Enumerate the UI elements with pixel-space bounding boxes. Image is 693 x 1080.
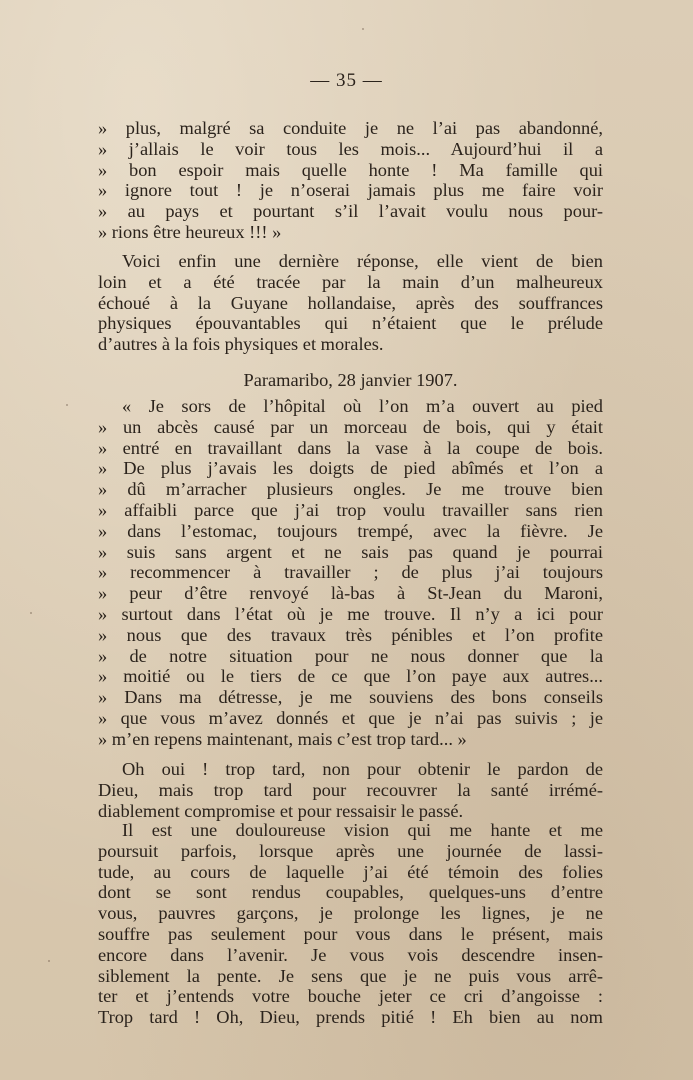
text-line: poursuit parfois, lorsque après une journée de lassi- bbox=[98, 840, 603, 861]
text-line: » au pays et pourtant s’il l’avait voulu nous pour- bbox=[98, 201, 603, 222]
text-line: » nous que des travaux très pénibles et l’on profite bbox=[98, 624, 603, 645]
text-line: » peur d’être renvoyé là-bas à St-Jean du Maroni, bbox=[98, 583, 603, 604]
text-line: échoué à la Guyane hollandaise, après des souffrances bbox=[98, 292, 603, 313]
text-line: diablement compromise et pour ressaisir le passé. bbox=[98, 800, 464, 821]
text-line: » dans l’estomac, toujours trempé, avec la fièvre. Je bbox=[98, 520, 603, 541]
text-line: » plus, malgré sa conduite je ne l’ai pas abandonné, bbox=[98, 118, 603, 138]
text-line: vous, pauvres garçons, je prolonge les lignes, je ne bbox=[98, 903, 603, 924]
text-line: » rions être heureux !!! » bbox=[98, 221, 282, 242]
text-line: » dû m’arracher plusieurs ongles. Je me trouve bien bbox=[98, 479, 603, 500]
letter-dateline bbox=[98, 370, 603, 391]
quoted-letter-ending bbox=[98, 118, 603, 243]
text-line: » m’en repens maintenant, mais c’est trop tard... » bbox=[98, 728, 467, 749]
text-line: » suis sans argent et ne sais pas quand je pourrai bbox=[98, 541, 603, 562]
text-line: » bon espoir mais quelle honte ! Ma famille qui bbox=[98, 159, 603, 180]
paragraph-too-late bbox=[98, 759, 603, 821]
text-line: » de notre situation pour ne nous donner que la bbox=[98, 645, 603, 666]
text-line: » que vous m’avez donnés et que je n’ai pas suivis ; je bbox=[98, 707, 603, 728]
paragraph-intro-last-reply bbox=[98, 251, 603, 355]
text-line: loin et a été tracée par la main d’un malheureux bbox=[98, 271, 603, 292]
text-line: Voici enfin une dernière réponse, elle vient de bien bbox=[122, 251, 603, 271]
page-number: — 35 — bbox=[310, 70, 383, 91]
paper-speck bbox=[48, 960, 50, 962]
paper-speck bbox=[362, 28, 364, 30]
dateline-text: Paramaribo, 28 janvier 1907. bbox=[243, 370, 458, 390]
text-line: ter et j’entends votre bouche jeter ce cri d’angoisse : bbox=[98, 986, 603, 1007]
text-line: physiques épouvantables qui n’étaient que le prélude bbox=[98, 313, 603, 334]
text-line: » surtout dans l’état où je me trouve. Il n’y a ici pour bbox=[98, 603, 603, 624]
text-line: Il est une douloureuse vision qui me hante et me bbox=[122, 820, 603, 840]
text-line: » affaibli parce que j’ai trop voulu travailler sans rien bbox=[98, 499, 603, 520]
text-line: » Dans ma détresse, je me souviens des bons conseils bbox=[98, 687, 603, 708]
paragraph-vision bbox=[98, 820, 603, 1028]
text-line: Dieu, mais trop tard pour recouvrer la santé irrémé- bbox=[98, 779, 603, 800]
text-line: » un abcès causé par un morceau de bois, qui y était bbox=[98, 416, 603, 437]
text-line: « Je sors de l’hôpital où l’on m’a ouvert au pied bbox=[122, 396, 603, 416]
text-line: » recommencer à travailler ; de plus j’ai toujours bbox=[98, 562, 603, 583]
text-line: siblement la pente. Je sens que je ne puis vous arrê- bbox=[98, 965, 603, 986]
paper-speck bbox=[66, 404, 68, 406]
text-line: souffre pas seulement pour vous dans le présent, mais bbox=[98, 923, 603, 944]
text-line: Oh oui ! trop tard, non pour obtenir le pardon de bbox=[122, 759, 603, 779]
text-line: » De plus j’avais les doigts de pied abîmés et l’on a bbox=[98, 458, 603, 479]
text-line: d’autres à la fois physiques et morales. bbox=[98, 334, 384, 355]
quoted-letter-paramaribo bbox=[98, 396, 603, 750]
paper-speck bbox=[30, 612, 32, 614]
text-line: tude, au cours de laquelle j’ai été témoin des folies bbox=[98, 861, 603, 882]
text-line: » j’allais le voir tous les mois... Aujourd’hui il a bbox=[98, 138, 603, 159]
text-line: dont se sont rendus coupables, quelques-uns d’entre bbox=[98, 882, 603, 903]
text-line: » ignore tout ! je n’oserai jamais plus me faire voir bbox=[98, 180, 603, 201]
text-line: encore dans l’avenir. Je vous vois descendre insen- bbox=[98, 944, 603, 965]
text-line: » entré en travaillant dans la vase à la coupe de bois. bbox=[98, 437, 603, 458]
text-line: » moitié ou le tiers de ce que l’on paye aux autres... bbox=[98, 666, 603, 687]
text-line: Trop tard ! Oh, Dieu, prends pitié ! Eh bien au nom bbox=[98, 1007, 603, 1028]
